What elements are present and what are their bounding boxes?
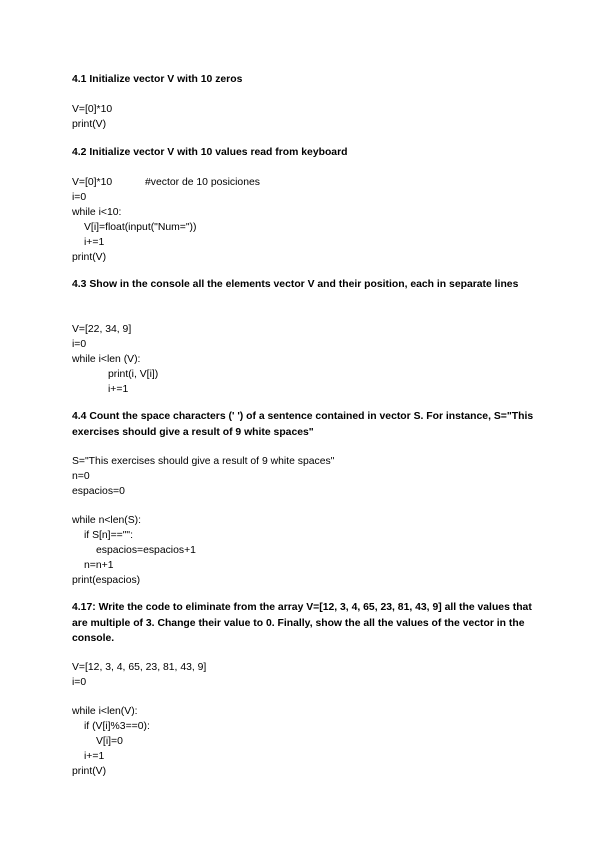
section-heading-4-3: 4.3 Show in the console all the elements vector V and their position, each in separate lines [72,279,519,290]
code-line: print(V) [72,119,107,130]
code-line: i+=1 [84,751,105,762]
code-line: if (V[i]%3==0): [84,721,150,732]
code-line: while i<10: [72,207,122,218]
section-heading-4-1: 4.1 Initialize vector V with 10 zeros [72,74,243,85]
code-line: S="This exercises should give a result of 9 white spaces" [72,456,335,467]
code-line: V[i]=0 [96,736,123,747]
code-line: i+=1 [108,384,129,395]
code-line: espacios=0 [72,486,125,497]
code-line: print(i, V[i]) [108,369,159,380]
code-line: i=0 [72,339,87,350]
code-line: V=[12, 3, 4, 65, 23, 81, 43, 9] [72,662,207,673]
code-line: print(V) [72,252,107,263]
section-heading-4-4: 4.4 Count the space characters (' ') of a sentence contained in vector S. For instance, S="This exercises should give a result of 9 white spaces" [72,411,537,438]
code-line: espacios=espacios+1 [96,545,196,556]
code-line: if S[n]=="": [84,530,133,541]
code-line: V=[22, 34, 9] [72,324,132,335]
section-heading-4-17: 4.17: Write the code to eliminate from the array V=[12, 3, 4, 65, 23, 81, 43, 9] all the values that are multiple of 3. Change their value to 0. Finally, show the all the values of the vector in the console. [72,602,535,644]
code-line: V[i]=float(input("Num=")) [84,222,197,233]
code-line: i=0 [72,192,87,203]
code-line: print(espacios) [72,575,141,586]
code-line: while i<len(V): [72,706,138,717]
code-comment: #vector de 10 posiciones [145,177,260,188]
code-line: n=n+1 [84,560,114,571]
code-line: n=0 [72,471,90,482]
code-line: V=[0]*10 [72,104,113,115]
section-heading-4-2: 4.2 Initialize vector V with 10 values read from keyboard [72,147,348,158]
code-line: i=0 [72,677,87,688]
code-line: V=[0]*10 [72,177,113,188]
code-line: print(V) [72,766,107,777]
code-line: i+=1 [84,237,105,248]
code-line: while n<len(S): [72,515,142,526]
code-line: while i<len (V): [72,354,141,365]
